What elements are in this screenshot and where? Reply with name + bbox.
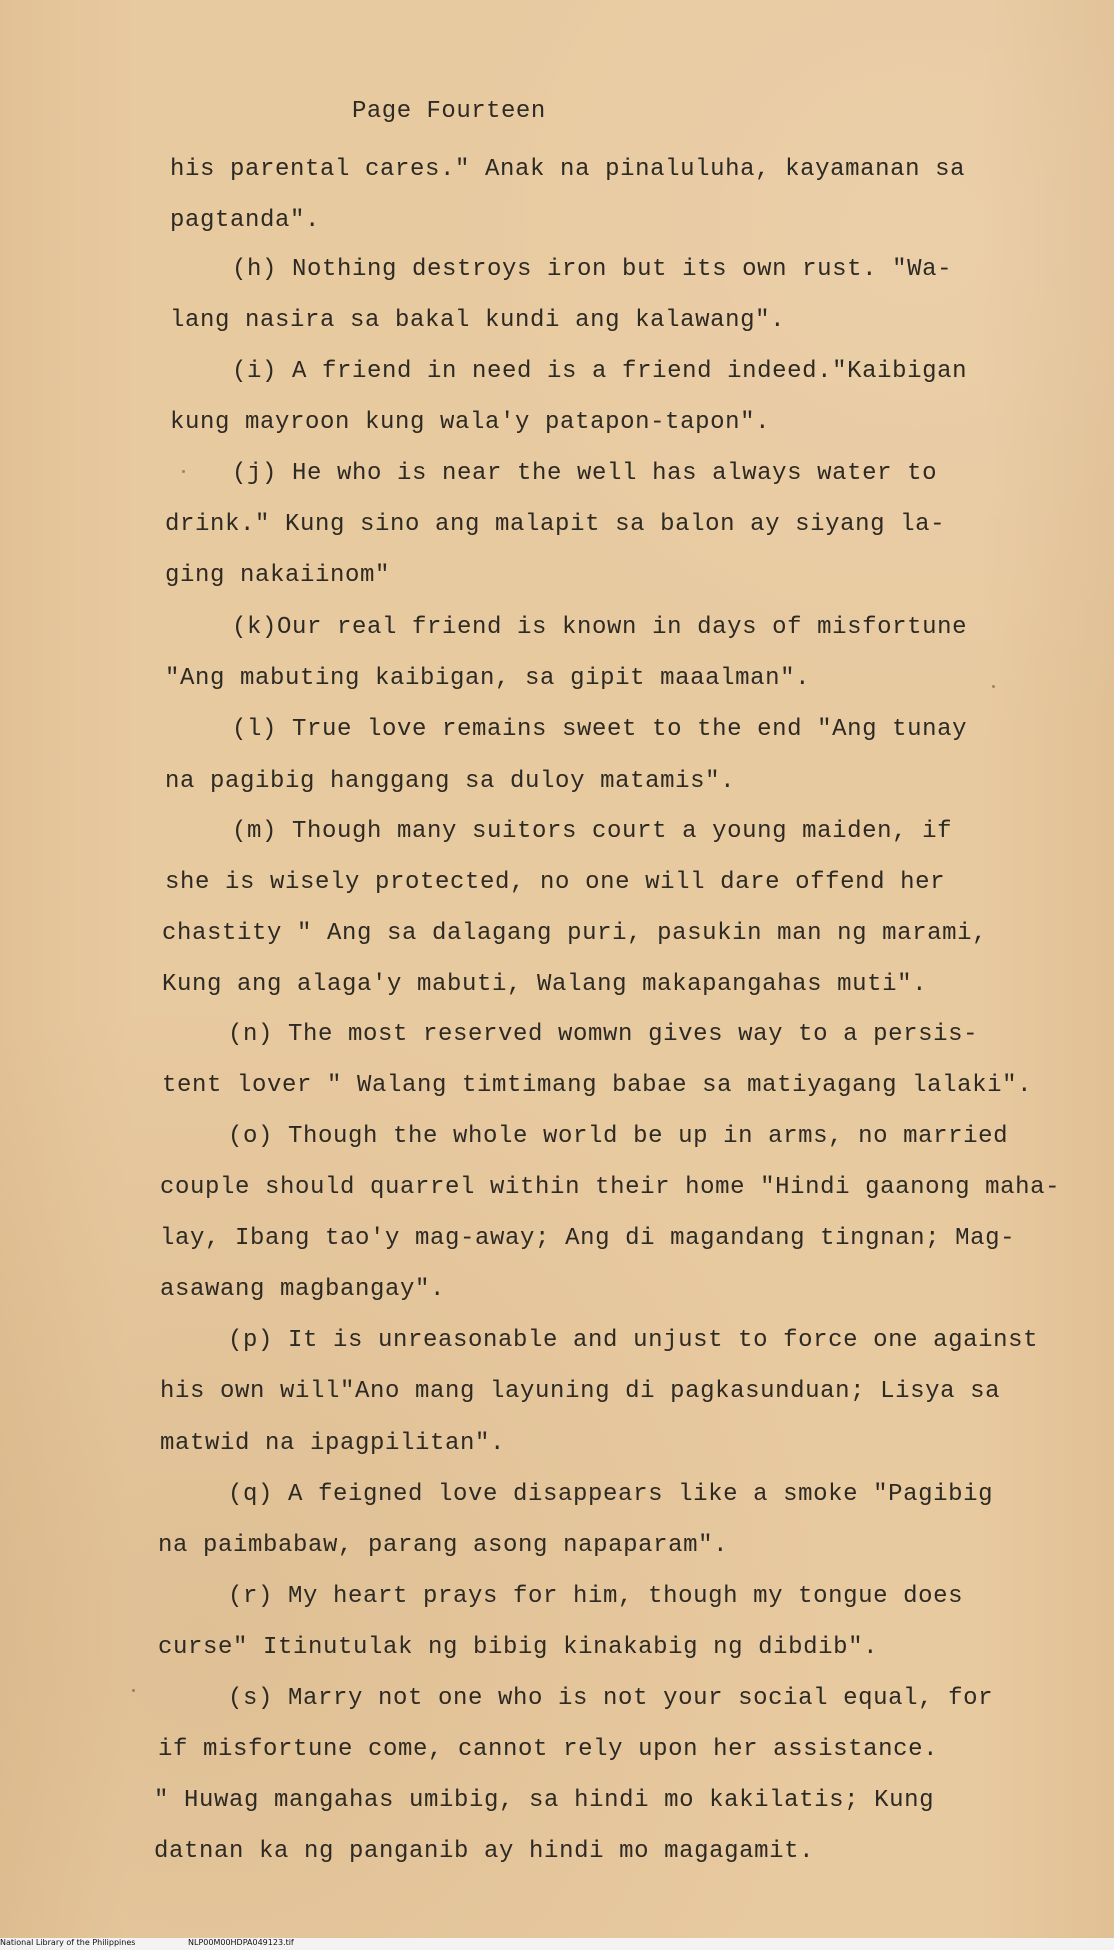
text-line: she is wisely protected, no one will dare offend her <box>165 869 946 896</box>
text-line: Kung ang alaga'y mabuti, Walang makapangahas muti". <box>162 971 928 998</box>
text-line: na paimbabaw, parang asong napaparam". <box>158 1532 729 1559</box>
text-line: (l) True love remains sweet to the end "Ang tunay <box>232 716 968 743</box>
text-line: (h) Nothing destroys iron but its own rust. "Wa- <box>232 256 953 283</box>
text-line: (p) It is unreasonable and unjust to force one against <box>228 1327 1039 1354</box>
text-line: chastity " Ang sa dalagang puri, pasukin man ng marami, <box>162 920 988 947</box>
paper-speck <box>992 685 995 688</box>
text-line: (s) Marry not one who is not your social equal, for <box>228 1685 994 1712</box>
text-line: (o) Though the whole world be up in arms, no married <box>228 1123 1009 1150</box>
text-line: his parental cares." Anak na pinaluluha, kayamanan sa <box>170 156 966 183</box>
footer-library-name: National Library of the Philippines <box>0 1938 136 1947</box>
text-line: (r) My heart prays for him, though my tongue does <box>228 1583 964 1610</box>
text-line: datnan ka ng panganib ay hindi mo magagamit. <box>154 1838 815 1865</box>
text-line: na pagibig hanggang sa duloy matamis". <box>165 768 736 795</box>
text-line: his own will"Ano mang layuning di pagkasunduan; Lisya sa <box>160 1378 1001 1405</box>
text-line: pagtanda". <box>170 207 321 234</box>
text-line: (k)Our real friend is known in days of misfortune <box>232 614 968 641</box>
text-line: ging nakaiinom" <box>165 562 391 589</box>
text-line: (j) He who is near the well has always water to <box>232 460 938 487</box>
text-line: couple should quarrel within their home "Hindi gaanong maha- <box>160 1174 1061 1201</box>
text-line: if misfortune come, cannot rely upon her assistance. <box>158 1736 939 1763</box>
text-line: asawang magbangay". <box>160 1276 446 1303</box>
footer-file-name: NLP00M00HDPA049123.tif <box>188 1938 294 1947</box>
text-line: drink." Kung sino ang malapit sa balon ay siyang la- <box>165 511 946 538</box>
text-line: (i) A friend in need is a friend indeed."Kaibigan <box>232 358 968 385</box>
text-line: (m) Though many suitors court a young maiden, if <box>232 818 953 845</box>
text-line: (n) The most reserved womwn gives way to a persis- <box>228 1021 979 1048</box>
text-line: matwid na ipagpilitan". <box>160 1430 506 1457</box>
text-line: "Ang mabuting kaibigan, sa gipit maaalman". <box>165 665 811 692</box>
paper-speck <box>182 470 185 473</box>
paper-speck <box>132 1689 135 1692</box>
text-line: " Huwag mangahas umibig, sa hindi mo kakilatis; Kung <box>154 1787 935 1814</box>
text-line: kung mayroon kung wala'y patapon-tapon". <box>170 409 771 436</box>
text-line: lang nasira sa bakal kundi ang kalawang". <box>170 307 786 334</box>
text-line: curse" Itinutulak ng bibig kinakabig ng dibdib". <box>158 1634 879 1661</box>
scan-footer <box>0 1938 1114 1950</box>
text-line: tent lover " Walang timtimang babae sa matiyagang lalaki". <box>162 1072 1033 1099</box>
text-line: lay, Ibang tao'y mag-away; Ang di magandang tingnan; Mag- <box>160 1225 1016 1252</box>
text-line: (q) A feigned love disappears like a smoke "Pagibig <box>228 1481 994 1508</box>
page-label: Page Fourteen <box>352 98 546 125</box>
